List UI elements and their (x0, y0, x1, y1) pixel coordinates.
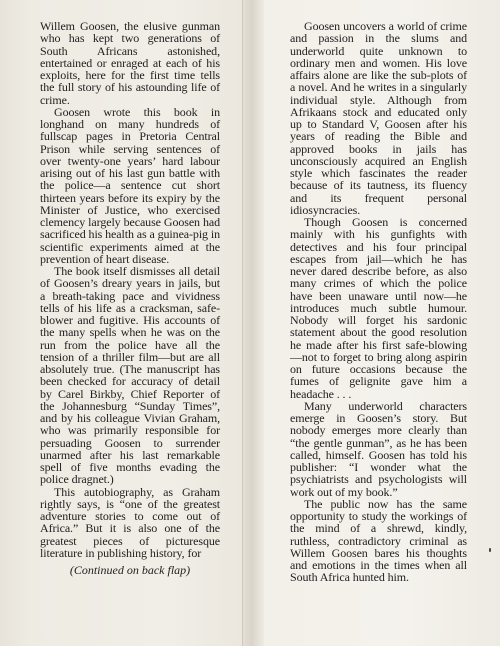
blurb-paragraph: Willem Goosen, the elusive gunman who has kept two generations of South Africans astonished, entertained or enraged at each of his exploits, here for the first time tells the full story of his astounding life of crime. (40, 19, 220, 107)
blurb-paragraph: Goosen uncovers a world of crime and passion in the slums and underworld quite unknown to ordinary men and women. His love affairs alone are like the sub-plots of a novel. And he writes in a singularly individual style. Although from Afrikaans stock and educated only up to Standard V, Goosen after his years of reading the Bible and approved books in jails has unconsciously acquired an English style which fascinates the reader because of its tautness, its fluency and its frequent personal idiosyncracies. (290, 19, 467, 217)
print-speck (489, 548, 491, 552)
blurb-paragraph: This autobiography, as Graham rightly says, is “one of the greatest adventure stories to come out of Africa.” But it is also one of the greatest pieces of picturesque literature in publishing history, for (40, 484, 220, 560)
blurb-paragraph: The book itself dismisses all detail of Goosen’s dreary years in jails, but a breath-taking pace and vividness tells of his life as a cracksman, safe-blower and fugitive. His accounts of the many spells when he was on the run from the police have all the tension of a thriller film—but are all absolutely true. (The manuscript has been checked for accuracy of detail by Carel Birkby, Chief Reporter of the Johannesburg “Sunday Times”, and by his colleague Vivian Graham, who was primarily responsible for persuading Goosen to surrender unarmed after his last remarkable spell of five months evading the police dragnet.) (40, 264, 220, 487)
blurb-paragraph: The public now has the same opportunity to study the workings of the mind of a shrewd, kindly, ruthless, contradictory criminal as Willem Goosen bares his thoughts and emotions in the times when all South Africa hunted him. (290, 496, 467, 585)
front-flap-text (40, 20, 220, 559)
blurb-paragraph: Many underworld characters emerge in Goosen’s story. But nobody emerges more clearly than “the gentle gunman”, as he has been called, himself. Goosen has told his publisher: “I wonder what the psychiatrists and psychologists will work out of my book.” (290, 398, 467, 499)
back-flap-text (290, 20, 467, 584)
continued-on-back-flap-note: (Continued on back flap) (69, 563, 191, 577)
blurb-paragraph: Though Goosen is concerned mainly with his gunfights with detectives and his four principal escapes from jail—which he has never dared describe before, as also many crimes of which the police have been unaware until now—he introduces much subtle humour. Nobody will forget his sardonic statement about the good resolution he made after his first safe-blowing—not to forget to bring along aspirin on future occasions because the fumes of gelignite gave him a headache . . . (290, 215, 467, 401)
flap-fold-gutter (242, 0, 265, 646)
blurb-paragraph: Goosen wrote this book in longhand on many hundreds of fullscap pages in Pretoria Central Prison while serving sentences of over twenty-one years’ hard labour arising out of his last gun battle with the police—a sentence cut short thirteen years before its expiry by the Minister of Justice, who exercised clemency largely because Goosen had sacrificed his health as a guinea-pig in scientific experiments aimed at the prevention of heart disease. (40, 104, 220, 266)
